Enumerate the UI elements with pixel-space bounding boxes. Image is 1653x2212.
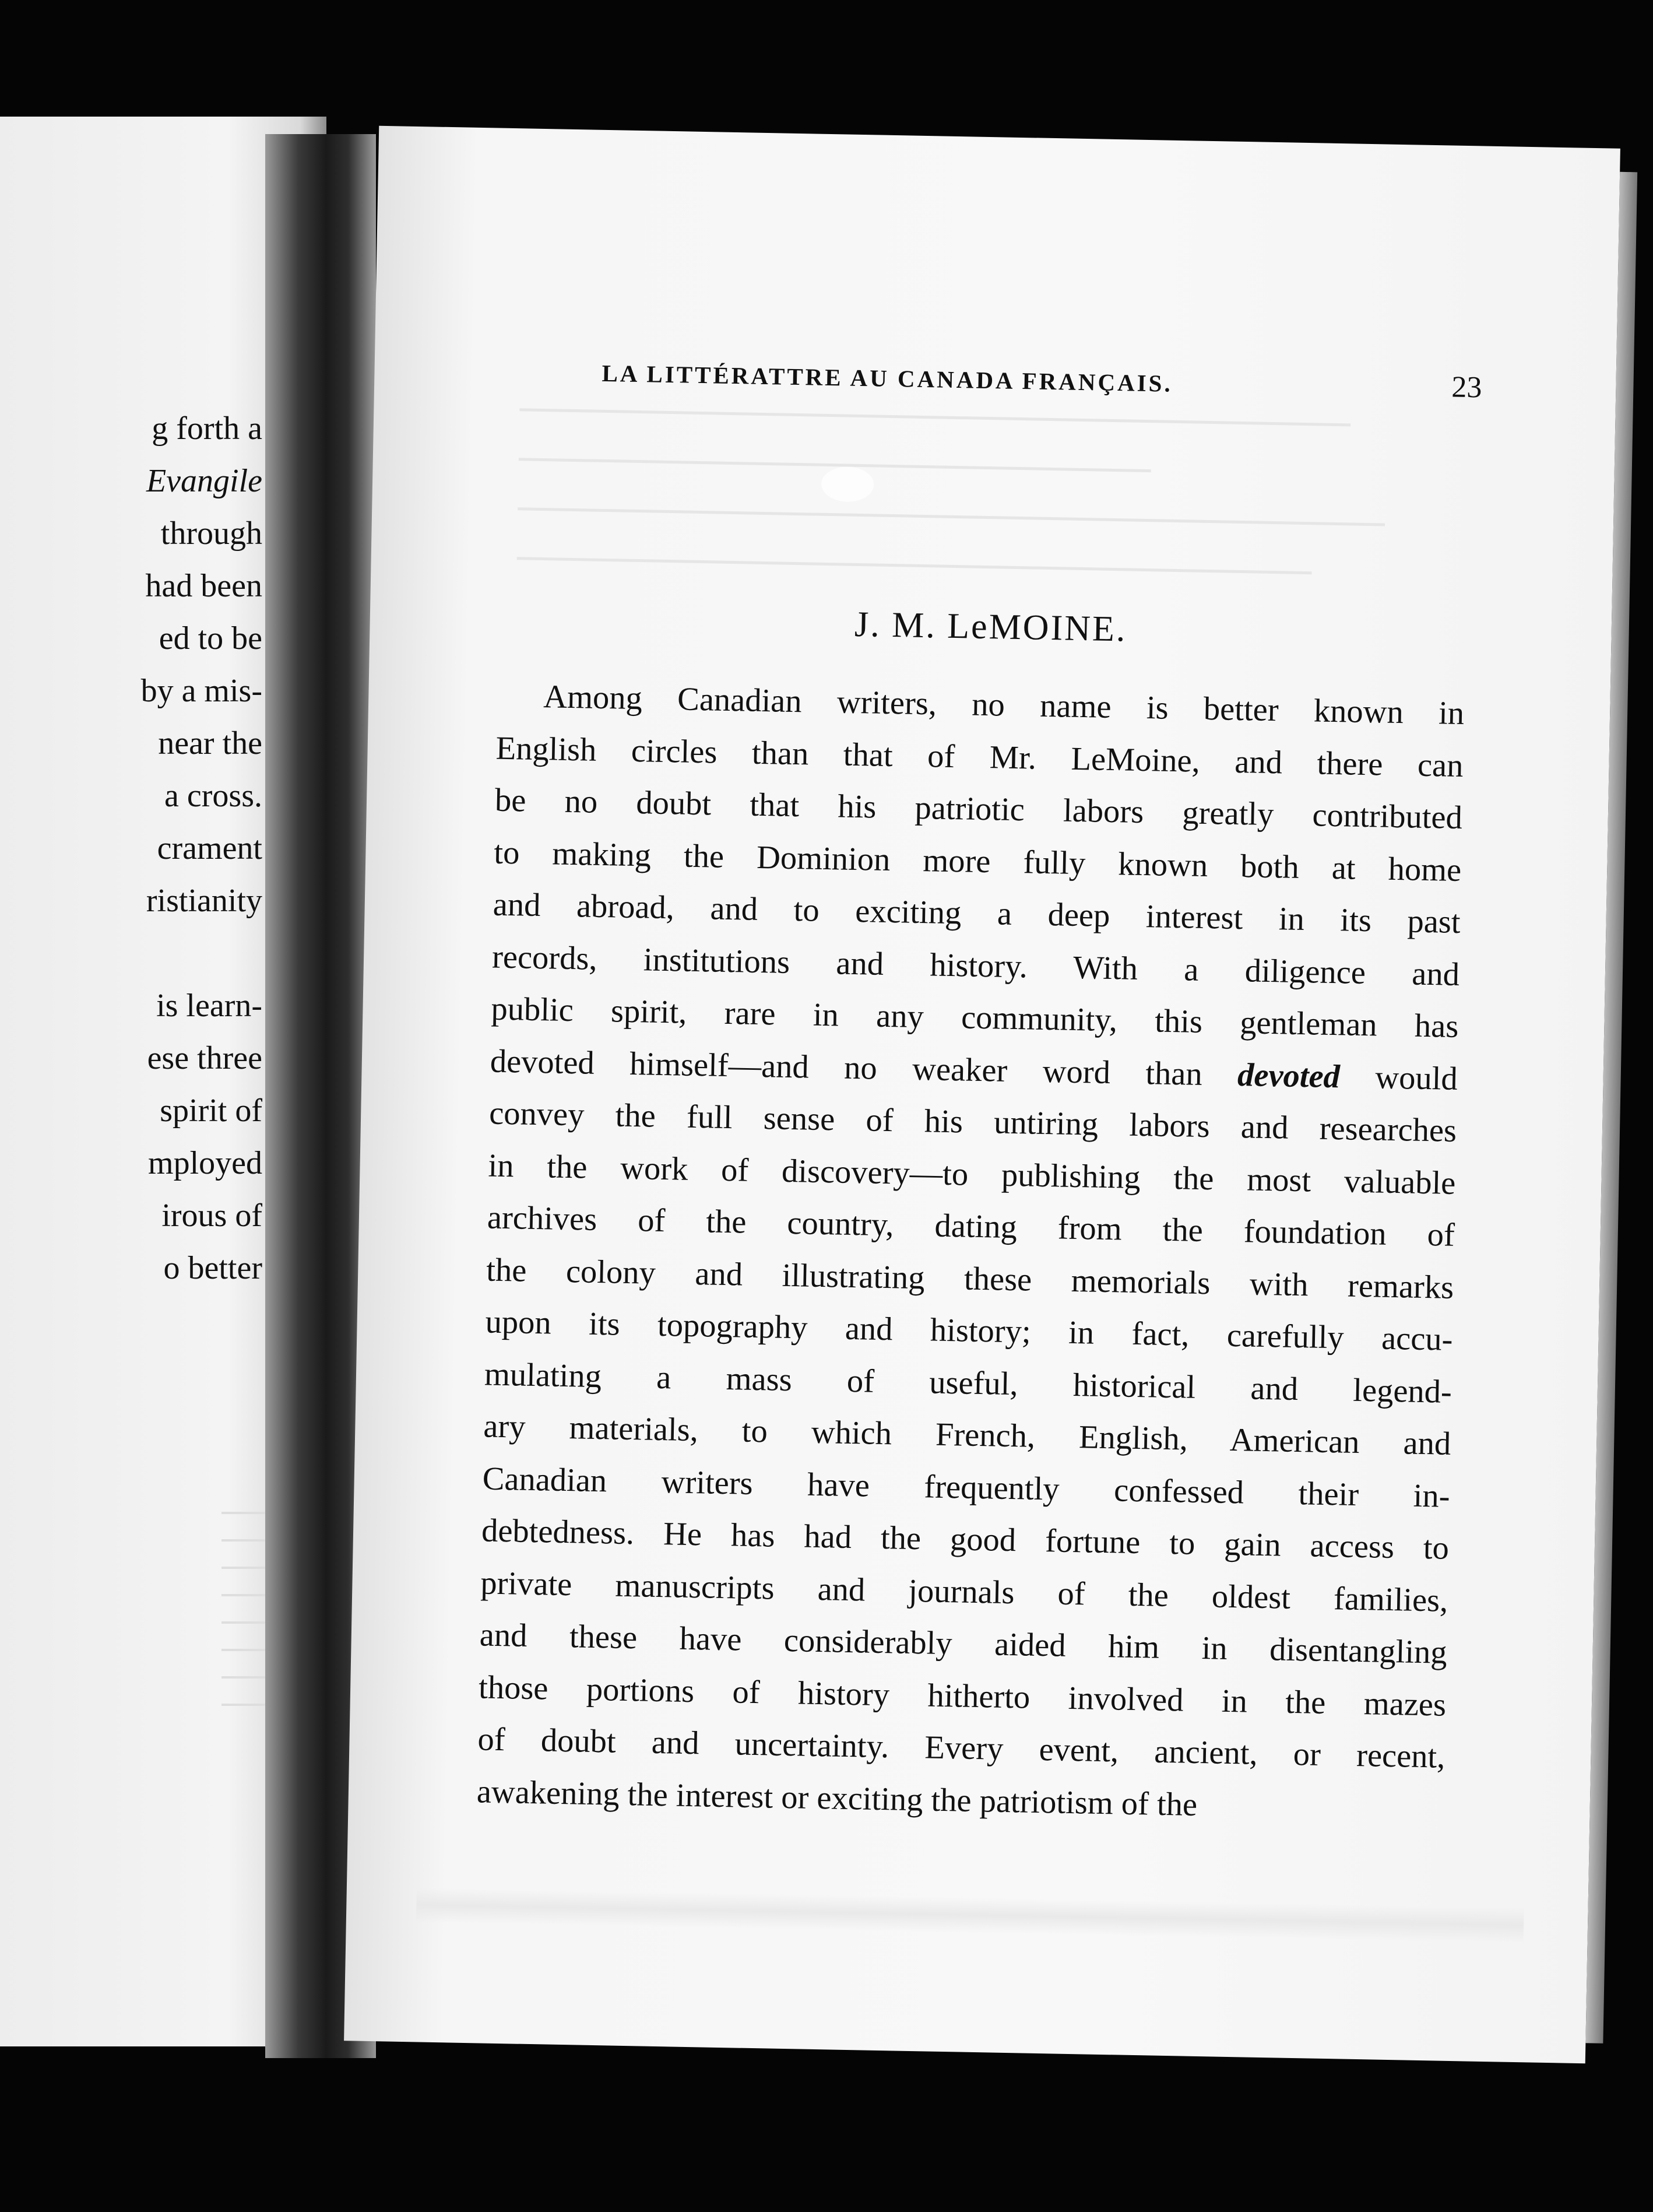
body-line: convey the full sense of his untiring labors and researches (488, 1095, 1457, 1149)
body-line: public spirit, rare in any community, this gentleman has (490, 991, 1459, 1045)
body-line: be no doubt that his patriotic labors greatly contributed (494, 782, 1463, 837)
body-line: records, institutions and history. With a diligence and (491, 939, 1460, 993)
body-line: to making the Dominion more fully known both at home (493, 834, 1462, 889)
right-page (344, 126, 1620, 2063)
left-line: g forth a (152, 410, 262, 447)
page-number: 23 (1451, 370, 1482, 405)
left-line: irous of (161, 1198, 262, 1234)
left-line: Evangile (146, 463, 262, 499)
left-line: spirit of (160, 1093, 262, 1129)
body-line: English circles than that of Mr. LeMoine, and there can (495, 730, 1464, 784)
left-line: had been (145, 568, 262, 604)
body-line: ary materials, to which French, English, American and (483, 1408, 1451, 1462)
body-line: debtedness. He has had the good fortune to gain access to (481, 1512, 1450, 1567)
bleed-through-text (516, 408, 1423, 623)
running-head: LA LITTÉRATTRE AU CANADA FRANÇAIS. (602, 359, 1173, 397)
left-line: mployed (148, 1145, 262, 1181)
body-line: and these have considerably aided him in disentangling (479, 1617, 1448, 1671)
left-line: o better (163, 1250, 262, 1286)
body-line: and abroad, and to exciting a deep interest in its past (493, 886, 1461, 940)
left-line: ristianity (146, 883, 262, 919)
left-line: is learn- (156, 988, 262, 1024)
left-line: crament (157, 830, 262, 866)
body-line-part: devoted himself—and no weaker word than (490, 1043, 1203, 1093)
body-line: those portions of history hitherto involved in the mazes (478, 1669, 1447, 1723)
section-title: J. M. LeMOINE. (854, 604, 1127, 649)
body-line: in the work of discovery—to publishing the most valuable (488, 1147, 1456, 1202)
body-line: mulating a mass of useful, historical and legend- (484, 1356, 1452, 1410)
left-line: near the (158, 725, 262, 761)
body-line: Canadian writers have frequently confessed their in- (482, 1460, 1451, 1515)
body-text (476, 670, 1465, 1836)
body-line: the colony and illustrating these memorials with remarks (486, 1251, 1454, 1306)
body-line: upon its topography and history; in fact, carefully accu- (485, 1304, 1454, 1358)
left-page-text (141, 402, 262, 1294)
body-line-part: would (1374, 1059, 1458, 1097)
body-line: private manuscripts and journals of the oldest families, (480, 1564, 1448, 1619)
left-line: a cross. (164, 778, 262, 814)
left-line: ese three (147, 1040, 262, 1076)
body-line: Among Canadian writers, no name is better known in (543, 679, 1465, 732)
left-line: ed to be (159, 620, 262, 656)
body-line: archives of the country, dating from the foundation of (487, 1199, 1455, 1254)
emphasis-word: devoted (1237, 1056, 1341, 1095)
body-line: awakening the interest or exciting the patriotism of the (476, 1773, 1198, 1823)
body-line: of doubt and uncertainty. Every event, ancient, or recent, (477, 1721, 1446, 1775)
left-line: through (160, 515, 262, 552)
left-line: by a mis- (140, 673, 262, 709)
page-edge (1585, 172, 1637, 2044)
bleed-through-footer (416, 1887, 1524, 1943)
